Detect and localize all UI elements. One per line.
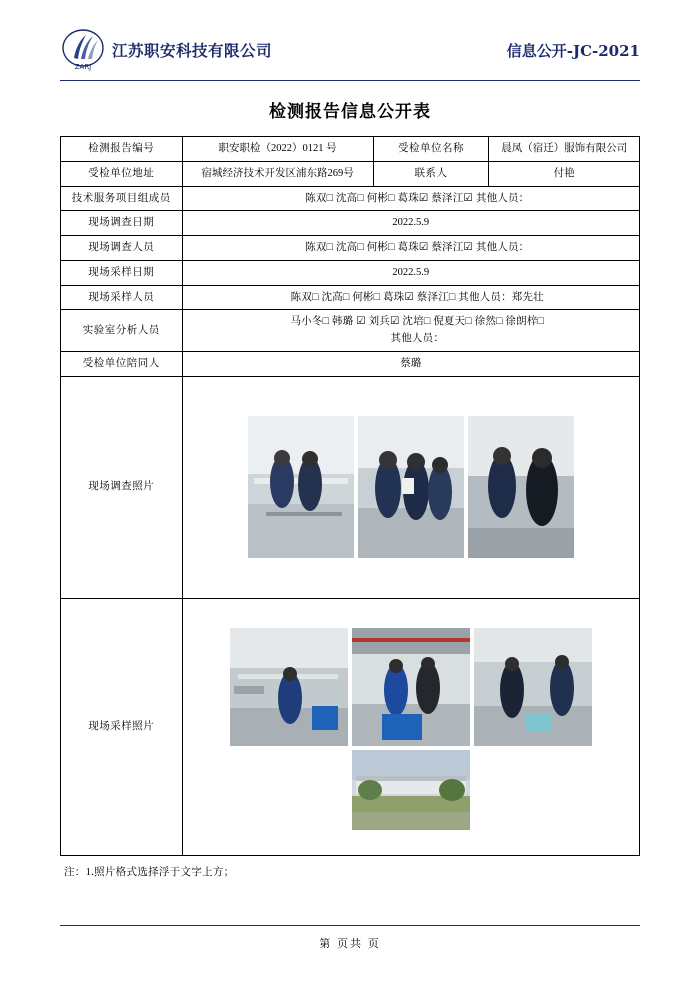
contact-label: 联系人: [373, 161, 489, 186]
contact-value: 付艳: [489, 161, 640, 186]
page-number: 第 页共 页: [319, 938, 381, 950]
lab-staff-label: 实验室分析人员: [61, 310, 183, 352]
lab-staff-line1: 马小冬□ 韩璐 ☑ 刘兵☑ 沈培□ 倪夏天□ 徐然□ 徐朗梓□: [290, 316, 545, 328]
document-footer: [60, 925, 640, 951]
page-title: 检测报告信息公开表: [269, 102, 431, 121]
footer-divider: [60, 925, 640, 926]
footnote: 注：1.照片格式选择浮于文字上方；: [64, 866, 235, 878]
survey-photos-label: 现场调查照片: [61, 376, 183, 598]
sampling-photo-4: [352, 750, 470, 830]
sampling-photo-2: [352, 628, 470, 746]
table-row: [61, 236, 640, 261]
survey-date-value: 2022.5.9: [182, 211, 639, 236]
sampling-staff-value: 陈双□ 沈高□ 何彬□ 葛珠☑ 蔡泽江□ 其他人员：郑先壮: [182, 285, 639, 310]
table-row: [61, 351, 640, 376]
svg-text:ZARJ: ZARJ: [74, 63, 92, 71]
sampling-photo-row-2: [187, 750, 635, 830]
escort-value: 蔡璐: [182, 351, 639, 376]
sampling-date-value: 2022.5.9: [182, 260, 639, 285]
sampling-date-label: 现场采样日期: [61, 260, 183, 285]
client-name-value: 晨凤（宿迁）服饰有限公司: [489, 137, 640, 162]
survey-photo-row: [187, 416, 635, 558]
document-code: 信息公开-JC-2021: [506, 42, 640, 60]
escort-label: 受检单位陪同人: [61, 351, 183, 376]
survey-photos-cell: [182, 376, 639, 598]
table-row: [61, 186, 640, 211]
brand-block: [60, 28, 272, 72]
sampling-photos-label: 现场采样照片: [61, 598, 183, 855]
survey-photo-3: [468, 416, 574, 558]
info-table: [60, 136, 640, 856]
survey-staff-label: 现场调查人员: [61, 236, 183, 261]
survey-photo-2: [358, 416, 464, 558]
header-divider: [60, 80, 640, 81]
company-name: 江苏职安科技有限公司: [112, 41, 273, 60]
survey-photo-1: [248, 416, 354, 558]
survey-date-label: 现场调查日期: [61, 211, 183, 236]
sampling-photo-1: [230, 628, 348, 746]
company-logo-icon: [60, 28, 106, 72]
table-row-sampling-photos: [61, 598, 640, 855]
sampling-photos-cell: [182, 598, 639, 855]
team-members-value: 陈双□ 沈高□ 何彬□ 葛珠☑ 蔡泽江☑ 其他人员：: [182, 186, 639, 211]
table-row: [61, 310, 640, 352]
client-name-label: 受检单位名称: [373, 137, 489, 162]
lab-staff-line2: 其他人员：: [390, 333, 445, 344]
table-row: [61, 211, 640, 236]
document-header: [60, 28, 640, 78]
survey-staff-value: 陈双□ 沈高□ 何彬□ 葛珠☑ 蔡泽江☑ 其他人员：: [182, 236, 639, 261]
sampling-photo-3: [474, 628, 592, 746]
client-address-value: 宿城经济技术开发区浦东路269号: [182, 161, 373, 186]
team-members-label: 技术服务项目组成员: [61, 186, 183, 211]
lab-staff-value: [182, 310, 639, 352]
sampling-photo-row-1: [187, 628, 635, 746]
report-no-value: 职安职检（2022）0121 号: [182, 137, 373, 162]
report-no-label: 检测报告编号: [61, 137, 183, 162]
sampling-staff-label: 现场采样人员: [61, 285, 183, 310]
table-row: [61, 161, 640, 186]
client-address-label: 受检单位地址: [61, 161, 183, 186]
table-row: [61, 137, 640, 162]
table-row: [61, 260, 640, 285]
table-row-survey-photos: [61, 376, 640, 598]
table-row: [61, 285, 640, 310]
